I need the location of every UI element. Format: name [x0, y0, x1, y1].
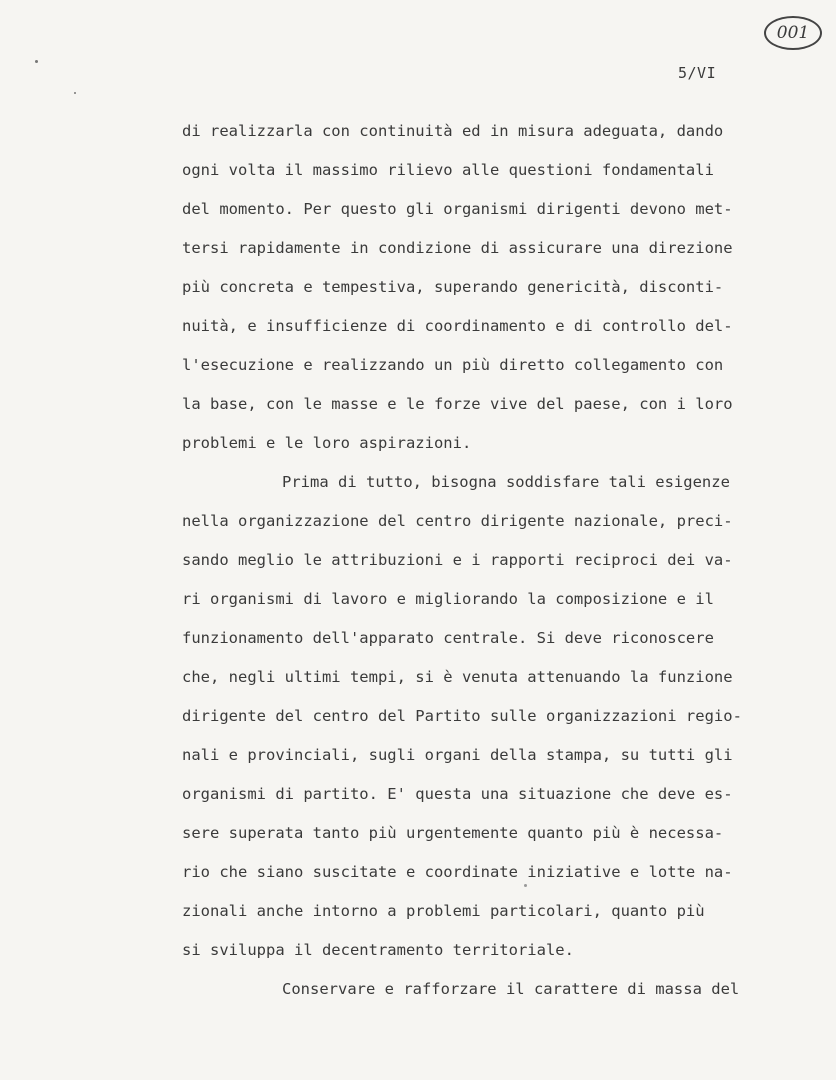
paper-speck [35, 60, 38, 63]
text-line: di realizzarla con continuità ed in misura adeguata, dando [182, 122, 724, 140]
text-line: tersi rapidamente in condizione di assicurare una direzione [182, 239, 733, 257]
text-line: sando meglio le attribuzioni e i rapporti reciproci dei va- [182, 551, 733, 569]
text-line: sere superata tanto più urgentemente quanto più è necessa- [182, 824, 724, 842]
text-line: rio che siano suscitate e coordinate iniziative e lotte na- [182, 863, 733, 881]
text-line: l'esecuzione e realizzando un più diretto collegamento con [182, 356, 724, 374]
page-number: 5/VI [678, 64, 717, 82]
text-line: la base, con le masse e le forze vive del paese, con i loro [182, 395, 733, 413]
text-line: nella organizzazione del centro dirigente nazionale, preci- [182, 512, 733, 530]
archive-stamp: 001 [764, 16, 822, 50]
text-line: funzionamento dell'apparato centrale. Si deve riconoscere [182, 629, 714, 647]
text-line: nali e provinciali, sugli organi della stampa, su tutti gli [182, 746, 733, 764]
paper-speck [74, 92, 76, 94]
text-line: ri organismi di lavoro e migliorando la composizione e il [182, 590, 714, 608]
paragraph-start-line: Prima di tutto, bisogna soddisfare tali esigenze [282, 473, 730, 491]
text-line: dirigente del centro del Partito sulle organizzazioni regio- [182, 707, 742, 725]
text-line: zionali anche intorno a problemi particolari, quanto più [182, 902, 705, 920]
paragraph-start-line: Conservare e rafforzare il carattere di massa del [282, 980, 740, 998]
text-line: problemi e le loro aspirazioni. [182, 434, 472, 452]
text-line: nuità, e insufficienze di coordinamento e di controllo del- [182, 317, 733, 335]
text-line: più concreta e tempestiva, superando genericità, disconti- [182, 278, 724, 296]
body-text [182, 120, 782, 1017]
text-line: ogni volta il massimo rilievo alle questioni fondamentali [182, 161, 714, 179]
text-line: organismi di partito. E' questa una situazione che deve es- [182, 785, 733, 803]
text-line: si sviluppa il decentramento territoriale. [182, 941, 574, 959]
text-line: del momento. Per questo gli organismi dirigenti devono met- [182, 200, 733, 218]
text-line: che, negli ultimi tempi, si è venuta attenuando la funzione [182, 668, 733, 686]
